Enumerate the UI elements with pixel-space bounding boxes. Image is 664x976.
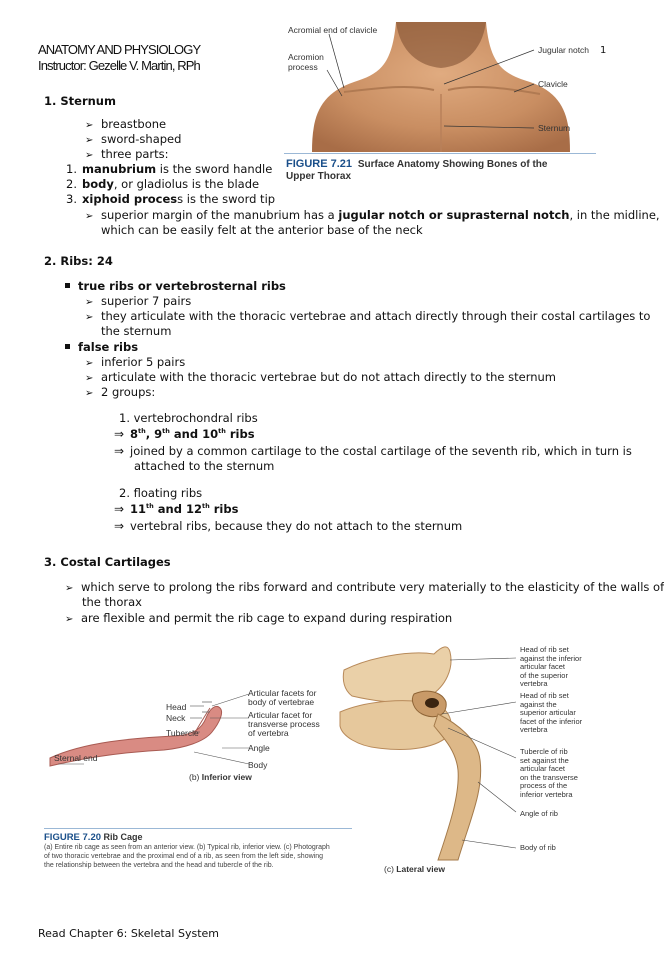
label-tubercle: Tubercle	[166, 728, 199, 738]
label-acromion-1: Acromion	[288, 52, 324, 62]
label-angle: Angle	[248, 743, 270, 753]
list-item: ➢ inferior 5 pairs	[85, 355, 186, 369]
caption-title: Rib Cage	[103, 832, 143, 842]
list-item: ➢ sword-shaped	[85, 132, 182, 146]
vertebra-rib-photo	[338, 640, 516, 862]
arrow-icon: ➢	[85, 150, 94, 161]
caption-body-1: (a) Entire rib cage as seen from an anterior view. (b) Typical rib, inferior view. (c) Photograph	[44, 844, 330, 851]
list-item: ➢ 2 groups:	[85, 385, 156, 399]
footer-text: Read Chapter 6: Skeletal System	[38, 927, 219, 940]
figure-7-20-panel-c	[338, 640, 600, 876]
view-b-label: (b) Inferior view	[189, 772, 252, 782]
arrow-icon: ➢	[65, 614, 74, 625]
label-acromion-2: process	[288, 62, 318, 72]
label-articular-facets-1: Articular facets for	[248, 688, 317, 698]
arrow-icon: ➢	[85, 388, 94, 399]
square-bullet-icon	[65, 344, 70, 349]
figure-7-20-caption	[44, 832, 330, 870]
arrow-icon: ➢	[85, 120, 94, 131]
sternum-part-1: 1. manubrium is the sword handle	[66, 162, 273, 176]
arrow-icon: ➢	[85, 312, 94, 323]
label-head-superior-facet: Head of rib set against the superior articular facet of the inferior vertebra	[520, 691, 583, 734]
arrow-icon: ➢	[85, 135, 94, 146]
caption-number: FIGURE 7.20	[44, 832, 102, 843]
section-sternum-heading: 1. Sternum	[44, 94, 116, 108]
false-ribs-heading: false ribs	[65, 340, 138, 355]
implies-arrow-icon: ⇒	[114, 444, 125, 458]
group-1-desc-cont: attached to the sternum	[134, 459, 275, 473]
label-body: Body	[248, 760, 268, 770]
instructor-name: Instructor: Gezelle V. Martin, RPh	[38, 58, 200, 73]
list-item: ➢ superior 7 pairs	[85, 294, 192, 308]
course-title: ANATOMY AND PHYSIOLOGY	[38, 42, 201, 57]
label-angle-of-rib: Angle of rib	[520, 809, 558, 818]
group-2-title: 2. floating ribs	[119, 486, 203, 500]
list-item: ➢ which serve to prolong the ribs forward and contribute very materially to the elasticity of the walls of	[65, 580, 664, 594]
implies-arrow-icon: ⇒	[114, 427, 125, 441]
sternum-part-2: 2. body, or gladiolus is the blade	[66, 177, 260, 191]
arrow-icon: ➢	[85, 358, 94, 369]
list-item-cont: the sternum	[101, 324, 172, 338]
list-item-cont: the thorax	[82, 595, 142, 609]
label-jugular-notch: Jugular notch	[538, 45, 590, 55]
implies-arrow-icon: ⇒	[114, 502, 125, 516]
label-head-inferior-facet: Head of rib set against the inferior articular facet of the superior vertebra	[520, 645, 582, 688]
group-1-ribs: ⇒ 8th, 9th and 10th ribs	[114, 427, 255, 441]
caption-text-2: Upper Thorax	[286, 171, 352, 182]
list-item: ➢ three parts:	[85, 147, 169, 161]
view-c-label: (c) Lateral view	[384, 864, 445, 874]
group-1-title: 1. vertebrochondral ribs	[119, 411, 258, 425]
label-neck: Neck	[166, 713, 186, 723]
figure-7-21-caption	[286, 158, 547, 183]
square-bullet-icon	[65, 283, 70, 288]
section-ribs-heading: 2. Ribs: 24	[44, 254, 113, 268]
arrow-icon: ➢	[85, 211, 94, 222]
label-articular-facets-2: body of vertebrae	[248, 697, 315, 707]
caption-body-3: the relationship between the vertebra and the head and tubercle of the rib.	[44, 862, 274, 869]
group-1-desc: ⇒ joined by a common cartilage to the costal cartilage of the seventh rib, which in turn is	[114, 444, 632, 458]
implies-arrow-icon: ⇒	[114, 519, 125, 533]
label-sternal-end: Sternal end	[54, 753, 98, 763]
caption-divider	[44, 828, 352, 829]
label-facet-tp-1: Articular facet for	[248, 710, 313, 720]
label-acromial-end: Acromial end of clavicle	[288, 25, 378, 35]
caption-text-1: Surface Anatomy Showing Bones of the	[357, 159, 548, 170]
sternum-note-cont: which can be easily felt at the anterior base of the neck	[101, 223, 423, 237]
true-ribs-heading: true ribs or vertebrosternal ribs	[65, 279, 286, 294]
sternum-note: ➢ superior margin of the manubrium has a jugular notch or suprasternal notch, in the midline,	[85, 208, 660, 222]
list-item: ➢ are flexible and permit the rib cage to expand during respiration	[65, 611, 453, 625]
page-number: 1	[600, 45, 607, 56]
caption-number: FIGURE 7.21	[286, 158, 353, 170]
list-item: ➢ breastbone	[85, 117, 167, 131]
caption-body-2: of two thoracic vertebrae and the proximal end of a rib, as seen from the left side, showing	[44, 853, 323, 860]
figure-7-20-panel-b	[44, 680, 344, 790]
label-body-of-rib: Body of rib	[520, 843, 556, 852]
label-head: Head	[166, 702, 187, 712]
label-clavicle: Clavicle	[538, 79, 568, 89]
arrow-icon: ➢	[85, 373, 94, 384]
arrow-icon: ➢	[65, 583, 74, 594]
label-facet-tp-3: of vertebra	[248, 728, 289, 738]
arrow-icon: ➢	[85, 297, 94, 308]
label-tubercle-facet: Tubercle of rib set against the articular facet on the transverse process of the inferior vertebra	[520, 747, 578, 799]
figure-7-21	[284, 22, 596, 187]
sternum-part-3: 3. xiphoid process is the sword tip	[66, 192, 276, 206]
caption-divider	[284, 153, 596, 154]
label-facet-tp-2: transverse process	[248, 719, 320, 729]
list-item: ➢ they articulate with the thoracic vertebrae and attach directly through their costal cartilages to	[85, 309, 651, 323]
section-costal-heading: 3. Costal Cartilages	[44, 555, 171, 569]
list-item: ➢ articulate with the thoracic vertebrae but do not attach directly to the sternum	[85, 370, 557, 384]
group-2-desc: ⇒ vertebral ribs, because they do not attach to the sternum	[114, 519, 463, 533]
label-sternum: Sternum	[538, 123, 571, 133]
group-2-ribs: ⇒ 11th and 12th ribs	[114, 502, 239, 516]
